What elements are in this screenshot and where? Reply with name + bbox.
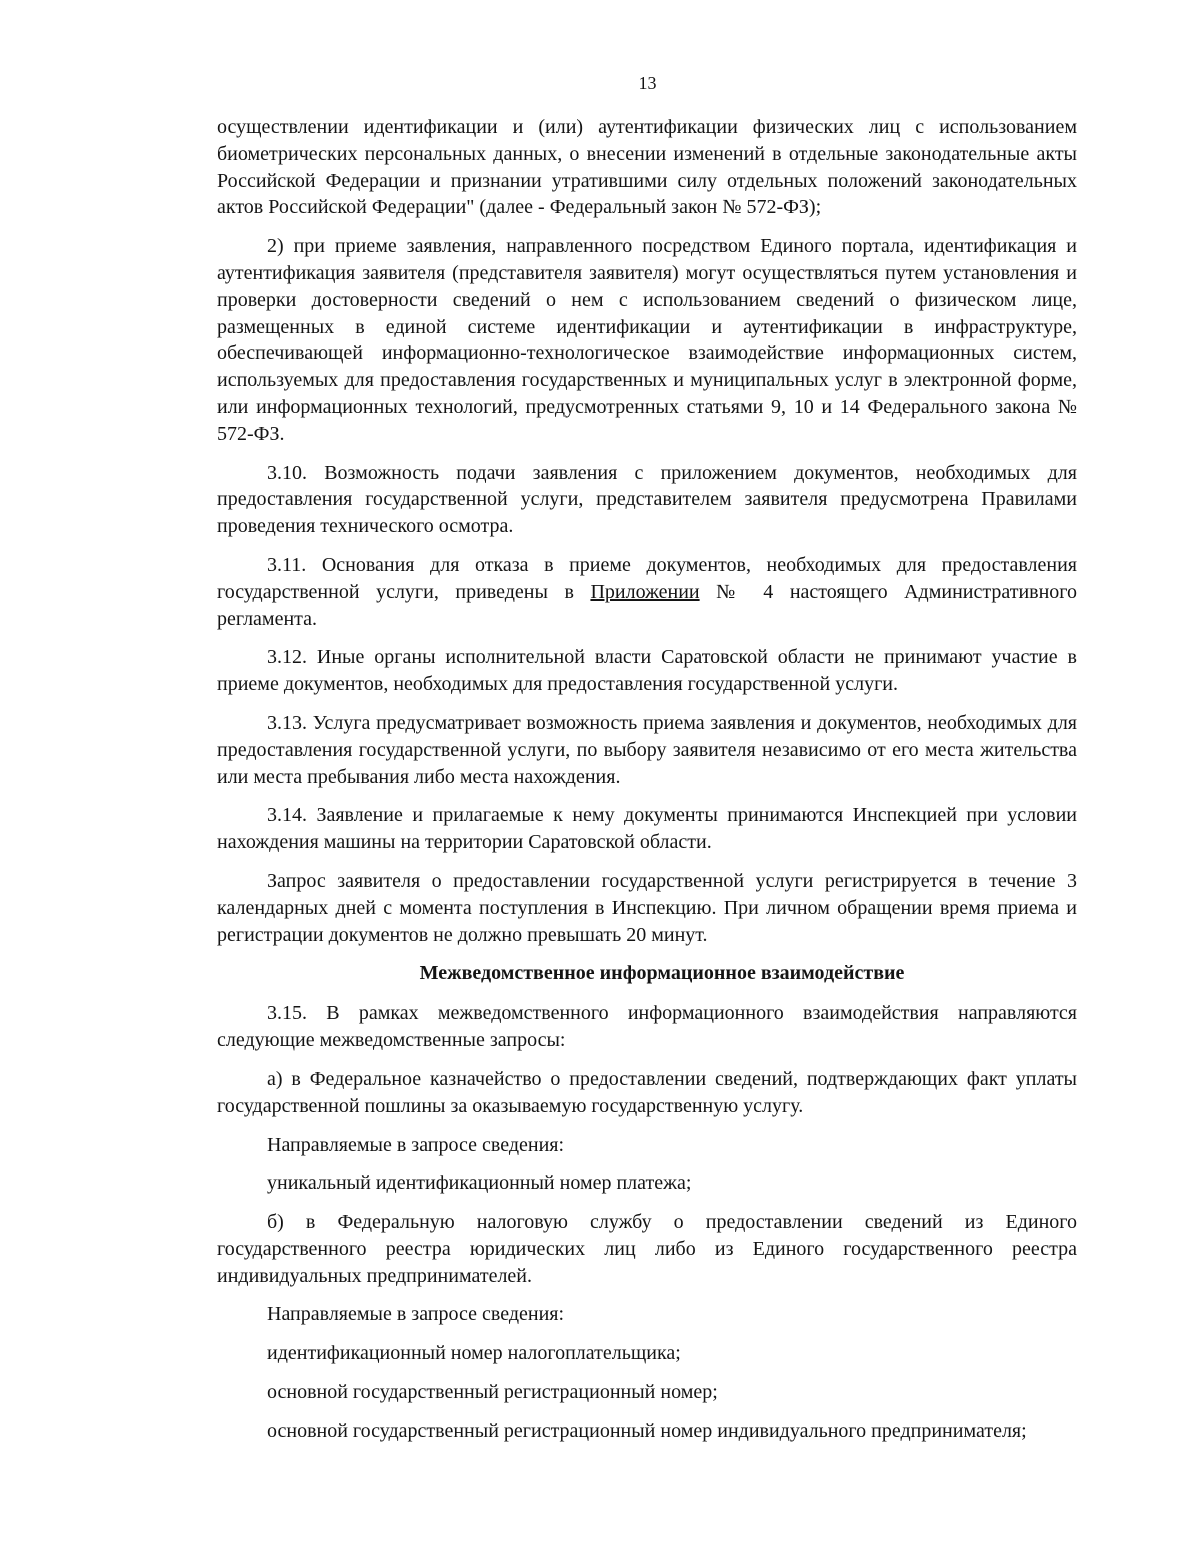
appendix-link[interactable]: Приложении [590, 580, 700, 603]
paragraph-item-a: а) в Федеральное казначейство о предоставлении сведений, подтверждающих факт уплаты государственной пошлины за оказываемую государственную услугу. [217, 1067, 1077, 1117]
paragraph-payment-number: уникальный идентификационный номер платежа; [267, 1172, 692, 1195]
paragraph-continuation: осуществлении идентификации и (или) аутентификации физических лиц с использованием биометрических персональных данных, о внесении изменений в отдельные законодательные акты Российской Федерации и признании утратившими силу отдельных положений законодательных актов Российской Федерации" (далее - Федеральный закон № 572-ФЗ); [217, 116, 1077, 219]
paragraph-3-13: 3.13. Услуга предусматривает возможность приема заявления и документов, необходимых для предоставления государственной услуги, по выбору заявителя независимо от его места жительства или места пребывания либо места нахождения. [217, 711, 1077, 788]
paragraph-item-2: 2) при приеме заявления, направленного посредством Единого портала, идентификация и аутентификация заявителя (представителя заявителя) могут осуществляться путем установления и проверки достоверности сведений о нем с использованием сведений о физическом лице, размещенных в единой системе идентификации и аутентификации в инфраструктуре, обеспечивающей информационно-технологическое взаимодействие информационных систем, используемых для предоставления государственных и муниципальных услуг в электронной форме, или информационных технологий, предусмотренных статьями 9, 10 и 14 Федерального закона № 572-ФЗ. [217, 235, 1077, 445]
paragraph-request-registration: Запрос заявителя о предоставлении государственной услуги регистрируется в течение 3 календарных дней с момента поступления в Инспекцию. При личном обращении время приема и регистрации документов не должно превышать 20 минут. [217, 869, 1077, 946]
paragraph-3-14: 3.14. Заявление и прилагаемые к нему документы принимаются Инспекцией при условии нахождения машины на территории Саратовской области. [217, 804, 1077, 854]
paragraph-taxpayer-number: идентификационный номер налогоплательщика; [267, 1342, 681, 1365]
section-heading: Межведомственное информационное взаимодействие [419, 962, 905, 985]
paragraph-3-11 [217, 552, 1077, 632]
page-number: 13 [638, 73, 657, 93]
paragraph-3-15: 3.15. В рамках межведомственного информационного взаимодействия направляются следующие межведомственные запросы: [217, 1002, 1077, 1052]
paragraph-3-11-text-end: № 4 настоящего Административного регламента. [217, 580, 1077, 630]
paragraph-item-b: б) в Федеральную налоговую службу о предоставлении сведений из Единого государственного реестра юридических лиц либо из Единого государственного реестра индивидуальных предпринимателей. [217, 1211, 1077, 1287]
paragraph-request-info-label-2: Направляемые в запросе сведения: [267, 1303, 565, 1326]
paragraph-ogrn: основной государственный регистрационный номер; [267, 1381, 718, 1404]
paragraph-3-11-text-start: 3.11. Основания для отказа в приеме документов, необходимых для предоставления государственной услуги, приведены в [217, 553, 1077, 603]
paragraph-ogrnip: основной государственный регистрационный номер индивидуального предпринимателя; [267, 1419, 1027, 1442]
document-body [217, 114, 1077, 1457]
paragraph-3-10: 3.10. Возможность подачи заявления с приложением документов, необходимых для предоставления государственной услуги, представителем заявителя предусмотрена Правилами проведения технического осмотра. [217, 461, 1077, 538]
paragraph-request-info-label: Направляемые в запросе сведения: [267, 1133, 565, 1156]
paragraph-3-12: 3.12. Иные органы исполнительной власти Саратовской области не принимают участие в приеме документов, необходимых для предоставления государственной услуги. [217, 646, 1077, 696]
